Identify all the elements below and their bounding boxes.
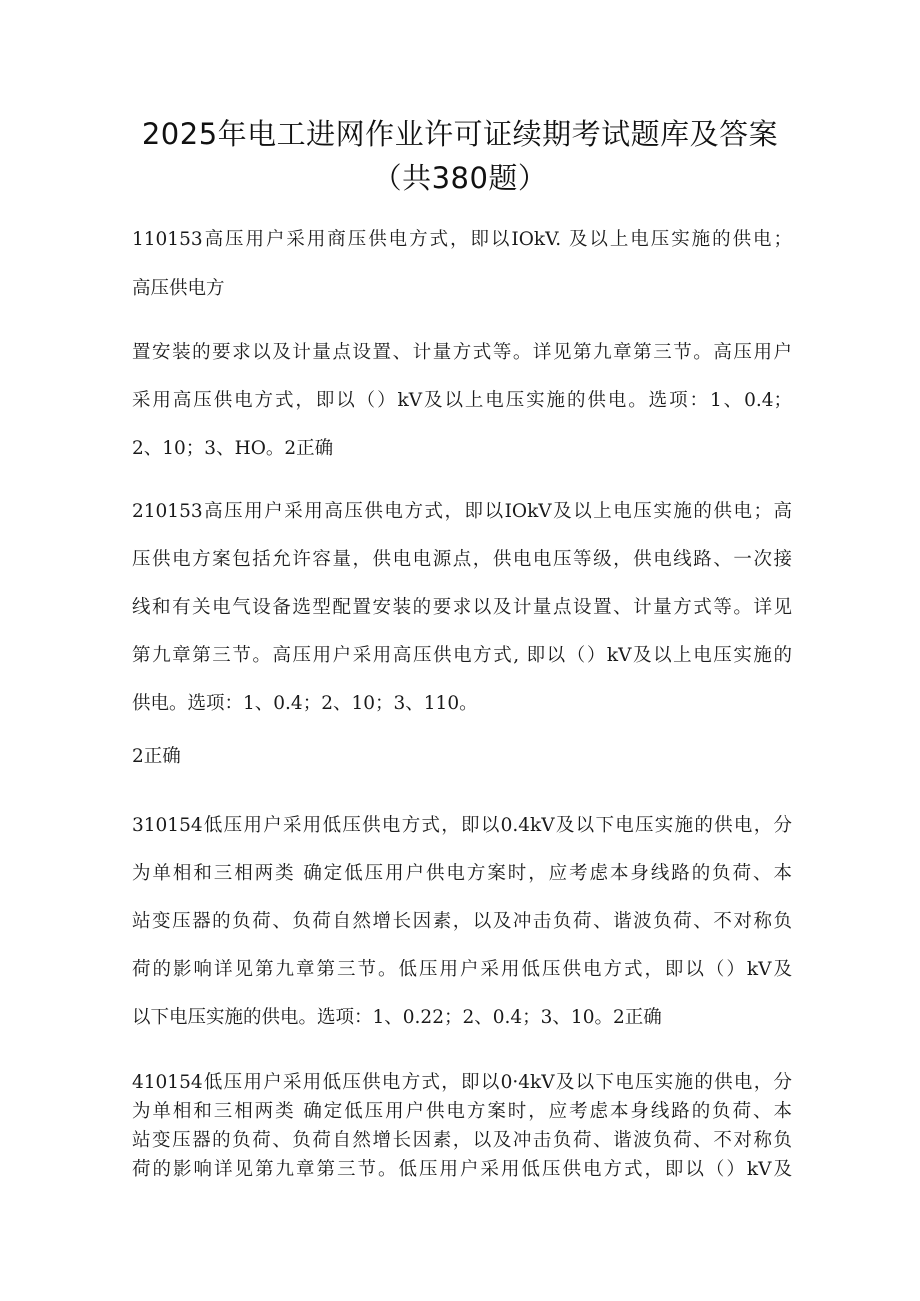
paragraph-5-line-5: 以下电压实施的供电。选项：1、0.22；2、0.4；3、10。2正确	[132, 1007, 662, 1028]
paragraph-6-line-4: 荷的影响详见第九章第三节。低压用户采用低压供电方式，即以（）kV及	[132, 1159, 792, 1180]
document-title: 2025年电工进网作业许可证续期考试题库及答案	[141, 117, 779, 151]
paragraph-6-line-3: 站变压器的负荷、负荷自然增长因素，以及冲击负荷、谐波负荷、不对称负	[132, 1130, 792, 1151]
paragraph-2-line-3: 2、10；3、HO。2正确	[132, 438, 334, 459]
document-subtitle: （共380题）	[372, 161, 548, 195]
paragraph-2-line-1: 置安装的要求以及计量点设置、计量方式等。详见第九章第三节。高压用户	[132, 342, 792, 363]
paragraph-6-line-1: 410154低压用户采用低压供电方式，即以0·4kV及以下电压实施的供电，分	[132, 1072, 792, 1093]
paragraph-5-line-1: 310154低压用户采用低压供电方式，即以0.4kV及以下电压实施的供电，分	[132, 815, 792, 836]
paragraph-3-line-1: 210153高压用户采用高压供电方式，即以IOkV及以上电压实施的供电；高	[132, 501, 792, 522]
paragraph-1-line-1: 110153高压用户采用商压供电方式，即以IOkV. 及以上电压实施的供电；	[132, 229, 792, 250]
paragraph-3-line-5: 供电。选项：1、0.4；2、10；3、110。	[132, 693, 478, 714]
paragraph-4-line-1: 2正确	[132, 746, 181, 767]
paragraph-3-line-3: 线和有关电气设备选型配置安装的要求以及计量点设置、计量方式等。详见	[132, 597, 792, 618]
paragraph-3-line-2: 压供电方案包括允许容量，供电电源点，供电电压等级，供电线路、一次接	[132, 549, 792, 570]
paragraph-6-line-2: 为单相和三相两类 确定低压用户供电方案时，应考虑本身线路的负荷、本	[132, 1101, 792, 1122]
paragraph-3-line-4: 第九章第三节。高压用户采用高压供电方式, 即以（）kV及以上电压实施的	[132, 645, 792, 666]
paragraph-1-line-2: 高压供电方	[132, 278, 225, 299]
paragraph-5-line-4: 荷的影响详见第九章第三节。低压用户采用低压供电方式，即以（）kV及	[132, 959, 792, 980]
paragraph-2-line-2: 采用高压供电方式，即以（）kV及以上电压实施的供电。选项：1、0.4；	[132, 390, 792, 411]
paragraph-5-line-2: 为单相和三相两类 确定低压用户供电方案时，应考虑本身线路的负荷、本	[132, 863, 792, 884]
paragraph-5-line-3: 站变压器的负荷、负荷自然增长因素，以及冲击负荷、谐波负荷、不对称负	[132, 911, 792, 932]
